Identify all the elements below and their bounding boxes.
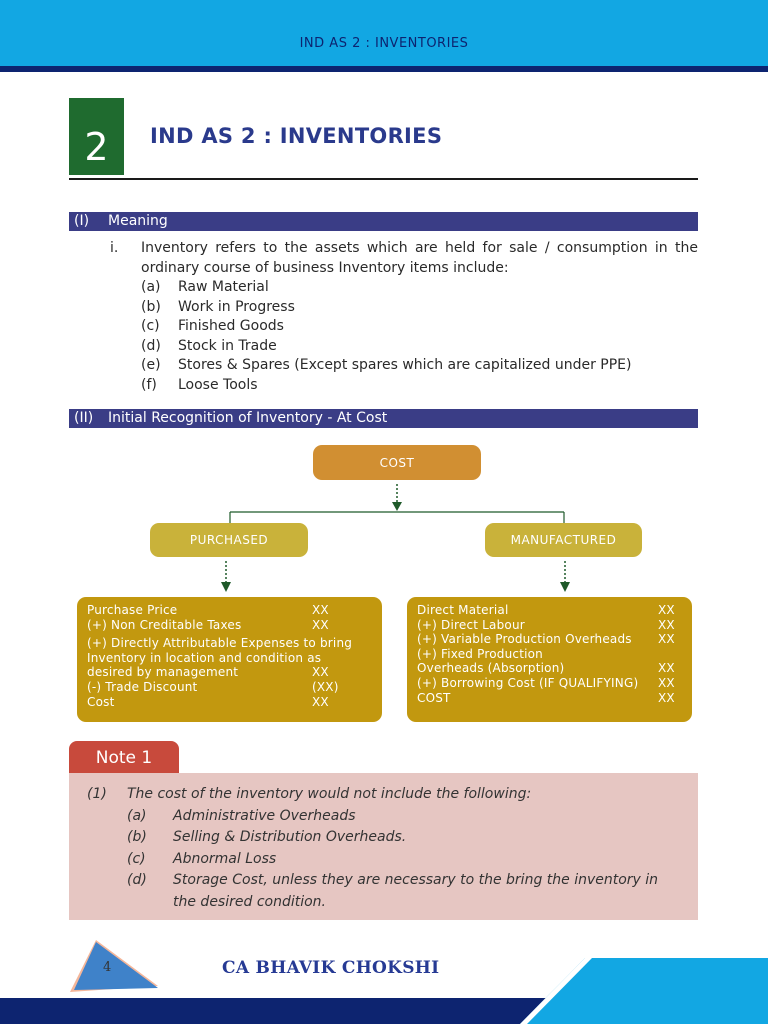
item-label: (c) <box>127 850 146 867</box>
row-value: XX <box>658 661 675 676</box>
node-manufactured: MANUFACTURED <box>485 523 642 557</box>
item-label: (c) <box>141 318 160 334</box>
note-text: The cost of the inventory would not include the following: <box>127 786 532 802</box>
author-name: CA BHAVIK CHOKSHI <box>222 958 440 978</box>
running-title: IND AS 2 : INVENTORIES <box>299 36 469 51</box>
item-text: Finished Goods <box>178 318 284 334</box>
section-title: Meaning <box>108 213 168 229</box>
lead-text: Inventory refers to the assets which are held for sale / consumption in the ordinary course of business Inventory items include: <box>141 240 698 276</box>
item-text: Stores & Spares (Except spares which are capitalized under PPE) <box>178 357 632 373</box>
row-value: XX <box>312 603 329 617</box>
row-text: Direct Material <box>417 603 509 617</box>
lead-number: i. <box>110 240 119 256</box>
note-items <box>87 806 684 914</box>
section-number: (II) <box>74 410 94 426</box>
item-label: (a) <box>141 279 161 295</box>
arrow-down-icon <box>221 582 231 592</box>
page-number: 4 <box>103 960 112 975</box>
arrow-down-icon <box>392 502 402 511</box>
list-item <box>127 806 684 828</box>
row-text: (+) Fixed Production <box>417 646 543 661</box>
item-label: (e) <box>141 357 161 373</box>
section-number: (I) <box>74 213 90 229</box>
row-text: Inventory in location and condition as <box>87 650 322 665</box>
row-text: (-) Trade Discount <box>87 679 198 694</box>
item-text: Abnormal Loss <box>173 850 277 867</box>
item-label: (b) <box>141 298 161 315</box>
item-label: (a) <box>127 807 147 824</box>
row-text: (+) Variable Production Overheads <box>417 632 632 647</box>
cost-row <box>417 647 682 662</box>
row-value: XX <box>658 690 675 705</box>
node-cost: COST <box>313 445 481 480</box>
cost-row <box>87 680 372 695</box>
row-value: XX <box>312 665 329 680</box>
chapter-number: 2 <box>69 98 124 175</box>
cost-row <box>417 691 682 706</box>
cost-row <box>87 665 372 680</box>
item-text: Loose Tools <box>178 376 258 393</box>
note-box <box>69 773 698 920</box>
section-title: Initial Recognition of Inventory - At Cost <box>108 410 388 426</box>
item-text: Storage Cost, unless they are necessary to the bring the inventory in the desired condition. <box>173 872 659 910</box>
list-item <box>127 870 684 913</box>
row-value: (XX) <box>312 679 339 694</box>
row-value: XX <box>658 617 675 632</box>
cost-row <box>417 603 682 618</box>
cost-row <box>417 632 682 647</box>
cost-row <box>87 636 372 651</box>
row-text: (+) Borrowing Cost (IF QUALIFYING) <box>417 675 639 690</box>
row-value: XX <box>312 617 329 632</box>
node-purchased: PURCHASED <box>150 523 308 557</box>
cost-row <box>417 676 682 691</box>
item-label: (b) <box>127 829 147 846</box>
cost-row <box>87 695 372 710</box>
row-text: Purchase Price <box>87 603 178 617</box>
item-text: Selling & Distribution Overheads. <box>173 829 407 846</box>
row-text: desired by management <box>87 665 239 680</box>
note-number: (1) <box>87 786 107 802</box>
cost-row <box>87 651 372 666</box>
cost-row <box>417 661 682 676</box>
arrow-down-icon <box>560 582 570 592</box>
cost-row <box>417 618 682 633</box>
cost-row <box>87 618 372 633</box>
purchased-cost-box <box>77 597 382 722</box>
list-item <box>127 827 684 849</box>
row-text: Overheads (Absorption) <box>417 661 565 676</box>
note-tab: Note 1 <box>69 741 179 774</box>
manufactured-cost-box <box>407 597 692 722</box>
row-value: XX <box>658 675 675 690</box>
row-value: XX <box>658 632 675 647</box>
page-triangle <box>74 942 158 990</box>
chapter-title: IND AS 2 : INVENTORIES <box>150 124 443 148</box>
row-value: XX <box>658 603 675 617</box>
item-label: (f) <box>141 376 157 393</box>
note-lead <box>87 784 684 806</box>
row-text: Cost <box>87 694 115 709</box>
row-text: (+) Directly Attributable Expenses to bring <box>87 636 353 651</box>
item-label: (d) <box>127 872 147 889</box>
cost-row <box>87 603 372 618</box>
row-text: COST <box>417 690 451 705</box>
item-label: (d) <box>141 337 161 354</box>
row-value: XX <box>312 694 329 709</box>
item-text: Stock in Trade <box>178 337 277 354</box>
item-text: Raw Material <box>178 279 269 295</box>
row-text: (+) Direct Labour <box>417 617 525 632</box>
row-text: (+) Non Creditable Taxes <box>87 617 242 632</box>
item-text: Administrative Overheads <box>173 807 356 824</box>
list-item <box>127 849 684 871</box>
item-text: Work in Progress <box>178 298 295 315</box>
